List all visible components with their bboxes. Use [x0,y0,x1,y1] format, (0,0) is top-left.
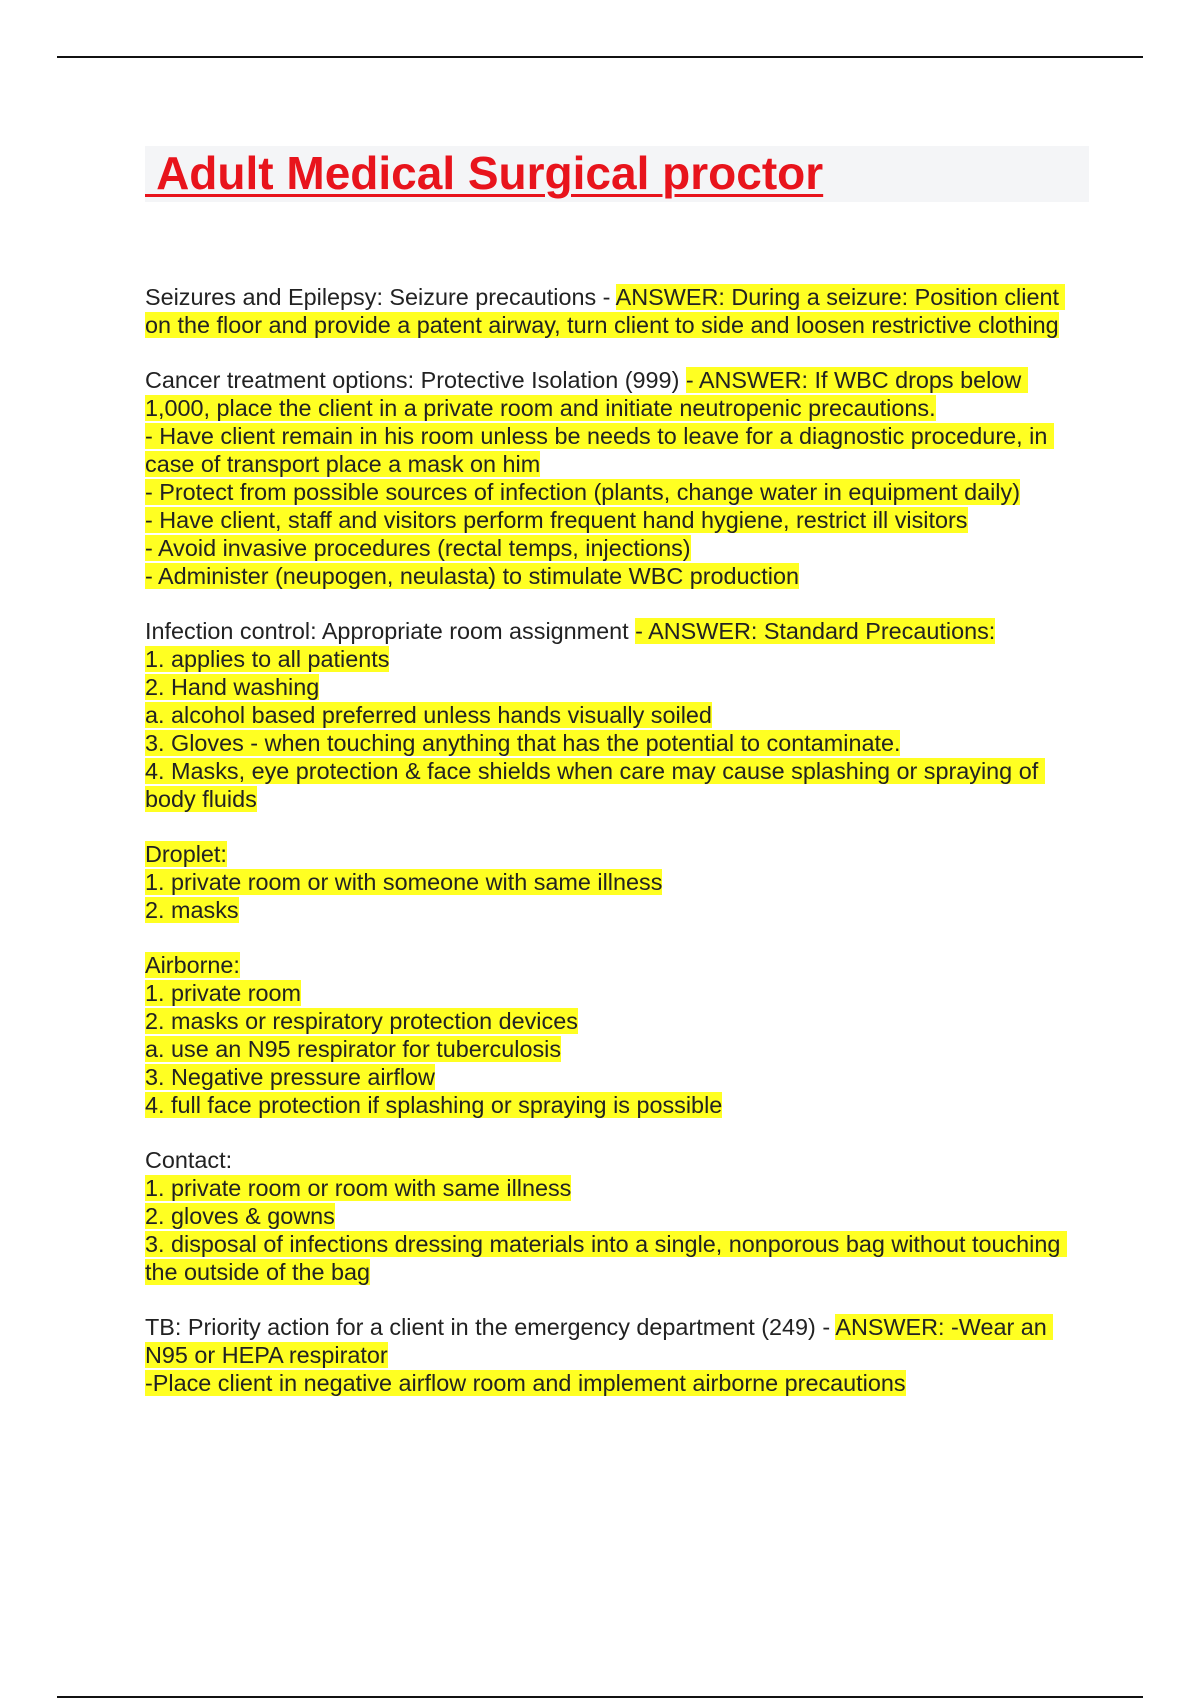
text-line [145,366,1090,422]
highlighted-text: 2. masks [145,897,239,923]
highlighted-text: - Protect from possible sources of infection (plants, change water in equipment daily) [145,479,1020,505]
text-line [145,1146,1090,1174]
question-text: TB: Priority action for a client in the emergency department (249) - [145,1314,836,1340]
highlighted-text: ANSWER: During a seizure: Position client on the floor and provide a patent airway, turn client to side and loosen restrictive clothing [145,284,1066,338]
text-line [145,283,1090,339]
highlighted-text: 1. private room or room with same illness [145,1175,572,1201]
highlighted-text: 2. gloves & gowns [145,1203,335,1229]
text-line [145,645,1090,673]
text-line [145,1230,1090,1286]
question-text: Infection control: Appropriate room assignment [145,618,636,644]
text-line [145,422,1090,478]
highlighted-text: 3. Gloves - when touching anything that has the potential to contaminate. [145,730,901,756]
text-line [145,1313,1090,1369]
highlighted-text: - Have client remain in his room unless be needs to leave for a diagnostic procedure, in case of transport place a mask on him [145,423,1054,477]
text-line [145,729,1090,757]
highlighted-text: 4. Masks, eye protection & face shields when care may cause splashing or spraying of body fluids [145,758,1045,812]
text-line [145,1007,1090,1035]
text-line [145,562,1090,590]
text-line [145,506,1090,534]
highlighted-text: 3. disposal of infections dressing materials into a single, nonporous bag without touching the outside of the bag [145,1231,1067,1285]
highlighted-text: 4. full face protection if splashing or spraying is possible [145,1092,723,1118]
question-text: Contact: [145,1147,233,1173]
qa-block [145,1313,1090,1397]
text-line [145,1202,1090,1230]
qa-block [145,840,1090,924]
highlighted-text: - Avoid invasive procedures (rectal temps, injections) [145,535,691,561]
text-line [145,673,1090,701]
highlighted-text: - Administer (neupogen, neulasta) to stimulate WBC production [145,563,799,589]
top-rule [57,56,1143,58]
highlighted-text: 2. Hand washing [145,674,320,700]
text-line [145,701,1090,729]
text-line [145,617,1090,645]
highlighted-text: -Place client in negative airflow room and implement airborne precautions [145,1370,906,1396]
highlighted-text: - Have client, staff and visitors perform frequent hand hygiene, restrict ill visitors [145,507,968,533]
highlighted-text: 1. private room [145,980,302,1006]
text-line [145,840,1090,868]
highlighted-text: a. use an N95 respirator for tuberculosis [145,1036,562,1062]
highlighted-text: Droplet: [145,841,227,867]
text-line [145,896,1090,924]
highlighted-text: ANSWER: -Wear an N95 or HEPA respirator [145,1314,1054,1368]
highlighted-text: a. alcohol based preferred unless hands visually soiled [145,702,712,728]
document-title: Adult Medical Surgical proctor [145,147,824,199]
highlighted-text: 1. private room or with someone with same illness [145,869,663,895]
question-text: Cancer treatment options: Protective Isolation (999) [145,367,686,393]
qa-block [145,951,1090,1119]
question-text: Seizures and Epilepsy: Seizure precautions - [145,284,616,310]
highlighted-text: 2. masks or respiratory protection devices [145,1008,578,1034]
text-line [145,1174,1090,1202]
text-line [145,1063,1090,1091]
highlighted-text: 1. applies to all patients [145,646,390,672]
qa-block [145,617,1090,813]
qa-block [145,283,1090,339]
bottom-rule [57,1696,1143,1698]
text-line [145,1369,1090,1397]
text-line [145,534,1090,562]
text-line [145,757,1090,813]
text-line [145,951,1090,979]
highlighted-text: - ANSWER: If WBC drops below 1,000, place the client in a private room and initiate neutropenic precautions. [145,367,1028,421]
qa-block [145,366,1090,590]
text-line [145,1091,1090,1119]
highlighted-text: Airborne: [145,952,240,978]
text-line [145,979,1090,1007]
text-line [145,478,1090,506]
text-line [145,868,1090,896]
highlighted-text: 3. Negative pressure airflow [145,1064,435,1090]
document-body [145,283,1090,1424]
text-line [145,1035,1090,1063]
highlighted-text: - ANSWER: Standard Precautions: [635,618,996,644]
qa-block [145,1146,1090,1286]
